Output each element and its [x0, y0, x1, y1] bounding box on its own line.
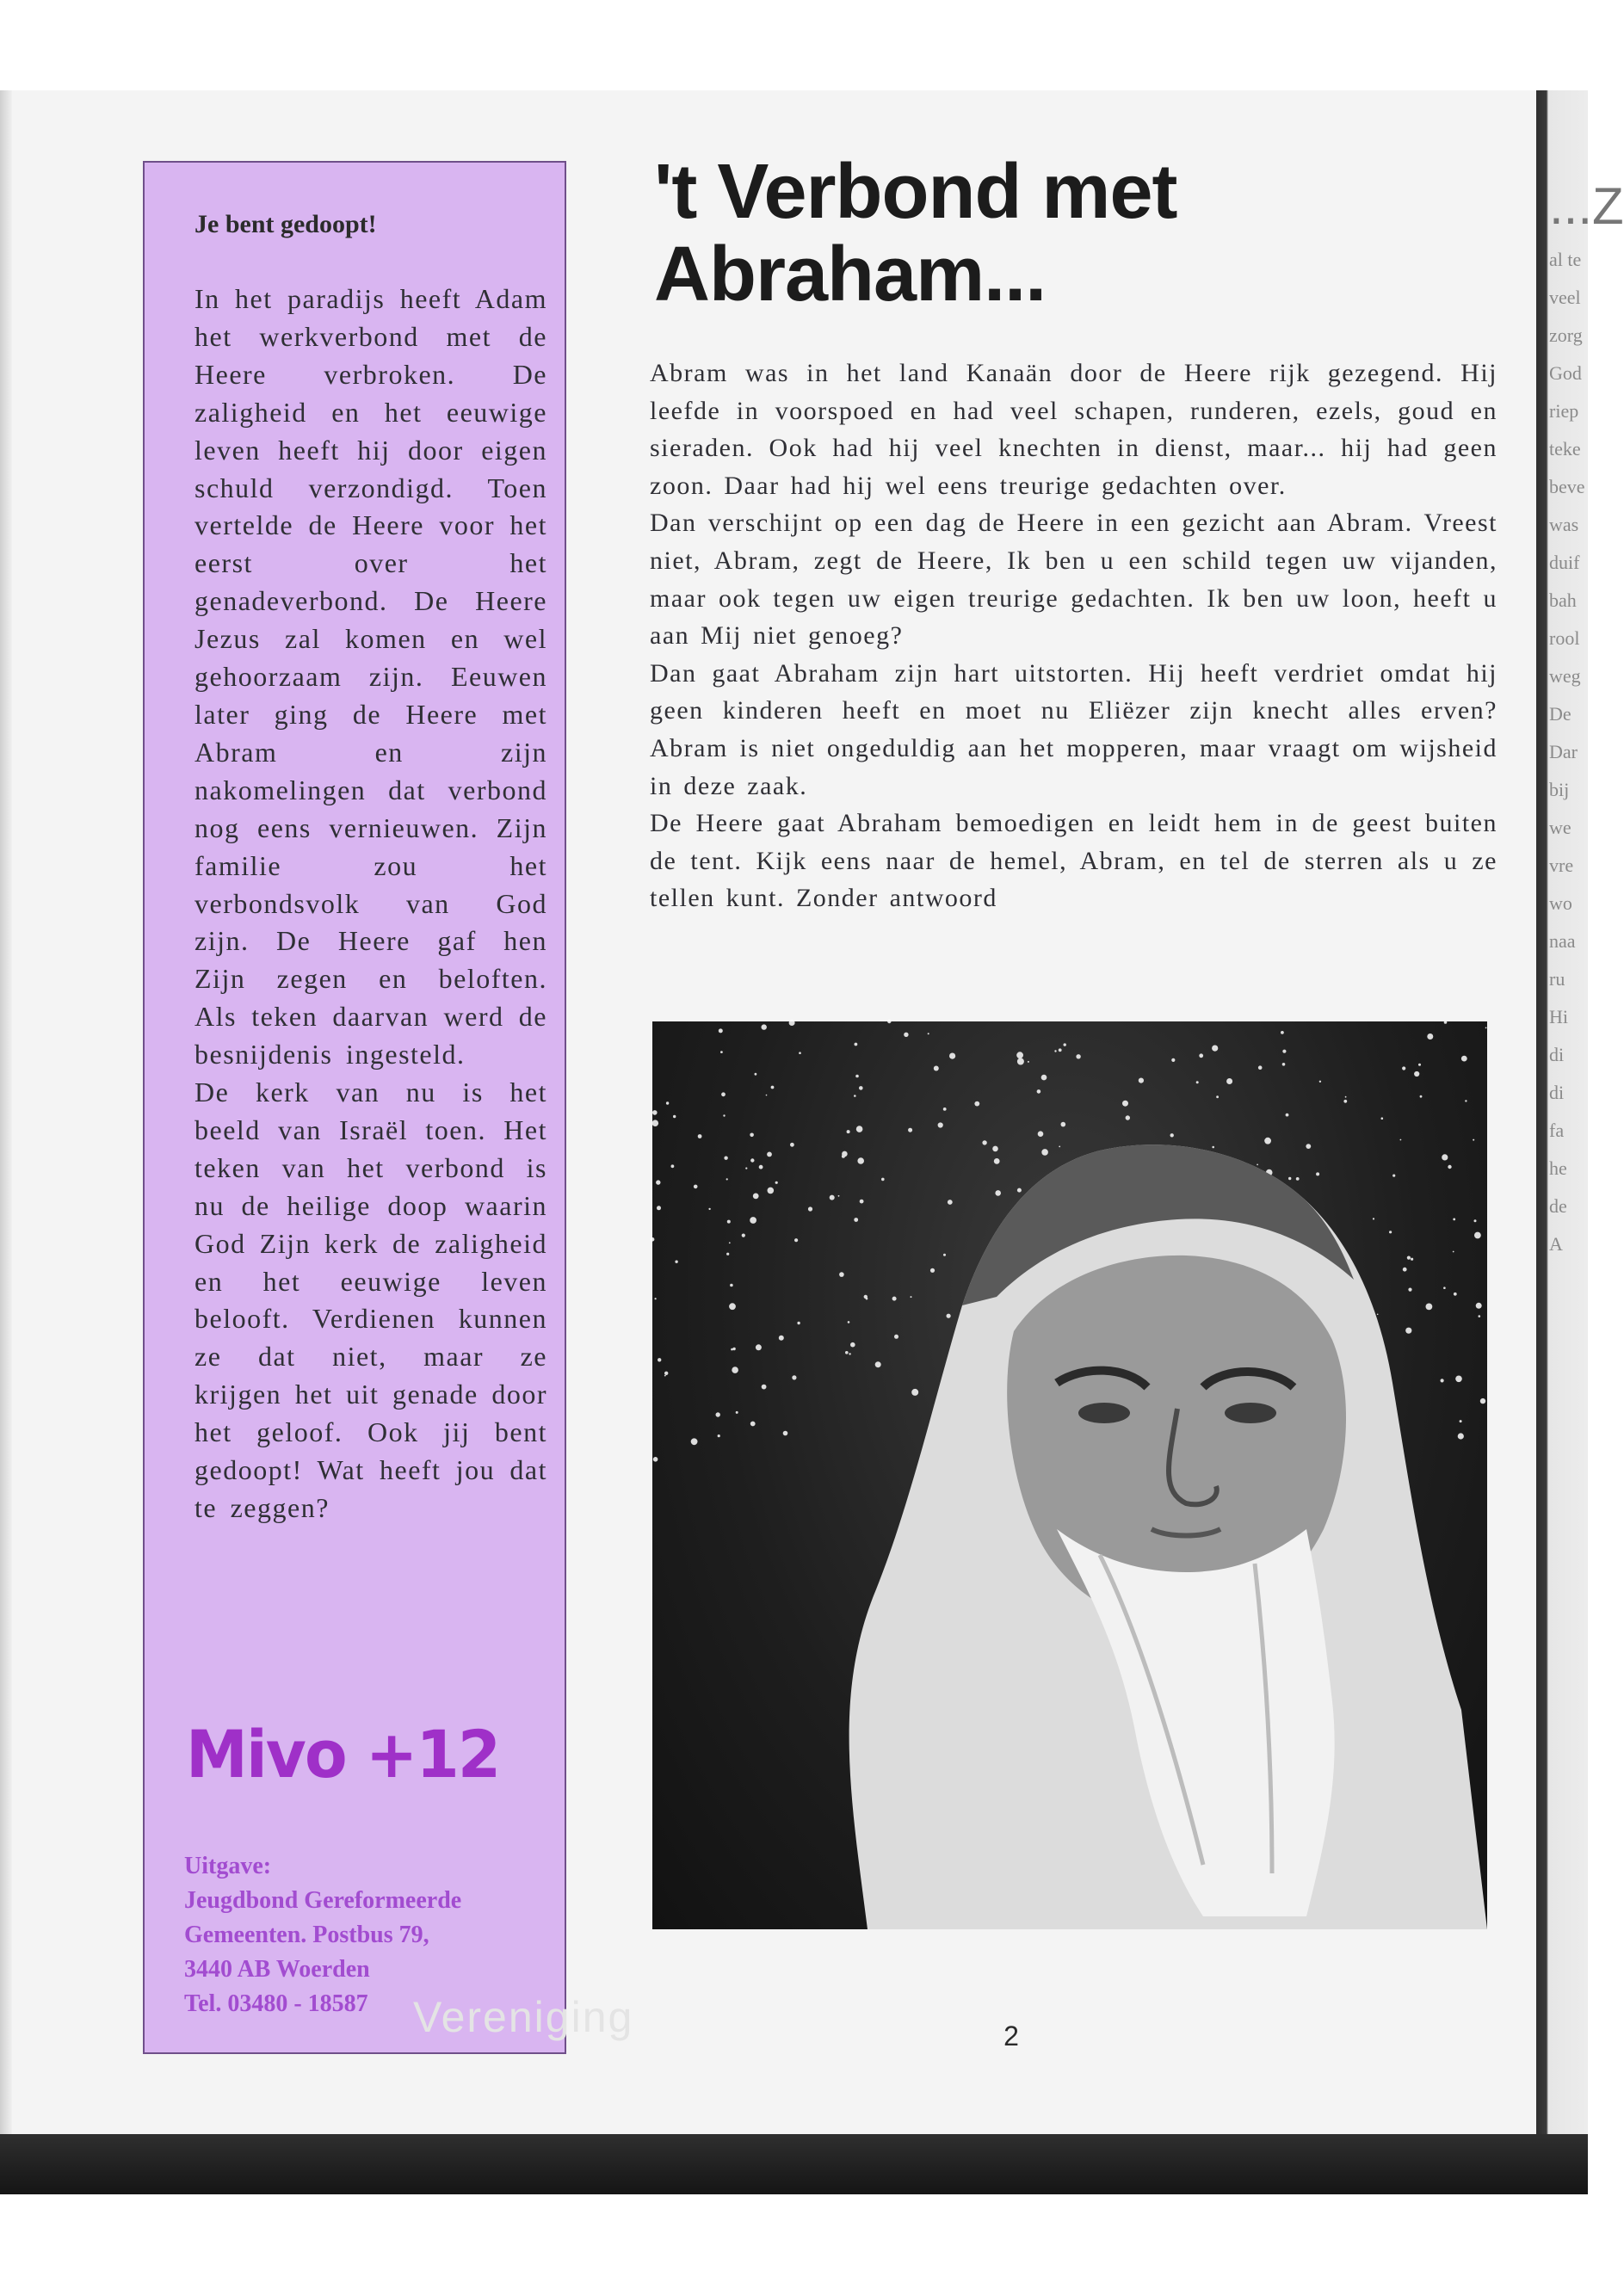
star: [894, 1335, 898, 1339]
star: [664, 1372, 668, 1375]
star: [1455, 1376, 1462, 1383]
star: [847, 1130, 850, 1133]
star: [1407, 1256, 1411, 1260]
star: [775, 1182, 778, 1184]
star: [1453, 1251, 1454, 1253]
star: [839, 1272, 844, 1277]
star: [992, 1146, 998, 1152]
star: [691, 1438, 698, 1445]
publisher-line: Tel. 03480 - 18587: [184, 1990, 368, 2017]
adjacent-page-heading: ...Z: [1549, 177, 1624, 235]
star: [664, 1375, 666, 1377]
star: [1480, 1398, 1485, 1404]
star: [716, 1412, 720, 1416]
adjacent-page-fragment: naa: [1549, 930, 1576, 952]
article-paragraph: Abram was in het land Kanaän door de Heere rijk gezegend. Hij leefde in voorspoed en had veel schapen, runderen, ezels, goud en sieraden. Ook had hij veel knechten in dienst, maar... hij had geen zoon. Daar had hij wel eens treurige gedachten over.: [650, 359, 1497, 500]
star: [860, 1200, 864, 1204]
star: [850, 1342, 855, 1348]
star: [762, 1024, 767, 1029]
star: [789, 1020, 795, 1026]
star: [1139, 1078, 1144, 1083]
star: [854, 1095, 856, 1097]
star: [842, 1155, 845, 1158]
adjacent-page-fragment: teke: [1549, 438, 1581, 460]
star: [1414, 1071, 1419, 1077]
star: [1288, 1177, 1291, 1180]
star: [1474, 1232, 1481, 1239]
star: [943, 1107, 947, 1111]
star: [911, 1296, 912, 1298]
star: [1402, 1066, 1405, 1070]
star: [730, 1284, 733, 1287]
star: [1257, 1164, 1258, 1166]
star: [1458, 1433, 1464, 1439]
sidebar-box: [143, 161, 566, 2054]
star: [1474, 1219, 1477, 1222]
star: [1282, 1050, 1286, 1053]
star: [1041, 1075, 1047, 1081]
abraham-drawing: [652, 1021, 1487, 1929]
star: [799, 1052, 801, 1054]
star: [675, 1261, 677, 1263]
star: [892, 1297, 897, 1301]
star: [756, 1344, 762, 1350]
star: [797, 1322, 800, 1324]
star: [729, 1303, 736, 1310]
star: [1316, 1172, 1319, 1175]
star: [849, 1353, 850, 1354]
star: [666, 1101, 669, 1104]
star: [653, 1457, 658, 1462]
star: [947, 1314, 951, 1318]
star: [934, 1066, 939, 1071]
star: [779, 1336, 784, 1341]
sidebar-heading: Je bent gedoopt!: [195, 210, 377, 238]
star: [1196, 1081, 1199, 1083]
star: [1460, 1420, 1462, 1422]
star: [881, 1178, 885, 1182]
star: [771, 1086, 775, 1089]
star: [736, 1411, 738, 1414]
star: [1212, 1146, 1214, 1149]
star: [857, 1157, 864, 1164]
publisher-line: Jeugdbond Gereformeerde: [184, 1887, 462, 1914]
star: [1037, 1089, 1041, 1094]
star: [1199, 1053, 1203, 1058]
star: [1170, 1133, 1174, 1137]
star: [657, 1206, 661, 1210]
star: [1226, 1078, 1232, 1084]
star: [753, 1194, 759, 1200]
star: [1054, 1050, 1056, 1052]
star: [655, 1298, 657, 1299]
star: [1017, 1188, 1022, 1193]
adjacent-page-fragment: de: [1549, 1195, 1567, 1217]
adjacent-page-fragment: al te: [1549, 249, 1582, 270]
star: [1059, 1048, 1062, 1052]
star: [1281, 1031, 1284, 1034]
adjacent-page-fragment: di: [1549, 1044, 1565, 1065]
star: [732, 1367, 738, 1373]
star: [1444, 1021, 1448, 1024]
star: [1061, 1122, 1066, 1127]
star: [1306, 1144, 1311, 1149]
star: [855, 1043, 858, 1046]
left-eye: [1078, 1403, 1130, 1423]
star: [718, 1434, 720, 1437]
adjacent-page-fragment: bij: [1549, 779, 1570, 800]
star: [1465, 1100, 1467, 1101]
star: [995, 1190, 1001, 1196]
star: [694, 1185, 698, 1189]
star: [1345, 1096, 1347, 1098]
star: [727, 1220, 731, 1224]
star: [1442, 1154, 1448, 1160]
star: [1282, 1063, 1286, 1066]
star: [745, 1168, 747, 1169]
star: [762, 1385, 767, 1390]
adjacent-page-fragment: vre: [1549, 855, 1574, 876]
scan-margin-bottom: [0, 2194, 1588, 2289]
star: [1479, 1315, 1481, 1317]
star: [1427, 1033, 1433, 1040]
adjacent-page-fragment: di: [1549, 1082, 1565, 1103]
adjacent-page-fragment: weg: [1549, 665, 1581, 687]
star: [1392, 1175, 1395, 1177]
star: [1453, 1219, 1455, 1221]
star: [1216, 1095, 1219, 1098]
star: [974, 1101, 979, 1107]
star: [750, 1133, 754, 1138]
star: [1377, 1314, 1379, 1316]
star: [723, 1114, 725, 1116]
star: [652, 1110, 658, 1115]
star: [1389, 1231, 1392, 1233]
star: [794, 1238, 798, 1242]
star: [1408, 1288, 1411, 1292]
star: [938, 1122, 943, 1127]
star: [887, 1020, 891, 1023]
star: [698, 1134, 702, 1138]
adjacent-page-fragment: fa: [1549, 1120, 1565, 1141]
star: [729, 1242, 731, 1243]
star: [719, 1028, 723, 1033]
star: [875, 1361, 881, 1367]
adjacent-page-fragment: veel: [1549, 287, 1581, 308]
star: [651, 1237, 655, 1242]
publisher-line: Gemeenten. Postbus 79,: [184, 1922, 429, 1948]
star: [1064, 1043, 1066, 1046]
star: [994, 1158, 1000, 1164]
star: [767, 1152, 772, 1157]
star: [1476, 1303, 1482, 1309]
article-title-line: Abraham...: [654, 231, 1047, 318]
star: [750, 1217, 756, 1224]
star: [859, 1086, 863, 1090]
star: [1373, 1218, 1374, 1219]
star: [1076, 1054, 1080, 1058]
adjacent-page-fragment: duif: [1549, 552, 1580, 573]
star: [854, 1218, 858, 1222]
star: [1461, 1056, 1467, 1062]
article-paragraph: De Heere gaat Abraham bemoedigen en leidt hem in de geest buiten de tent. Kijk eens naar de hemel, Abram, en tel de sterren als u ze tellen kunt. Zonder antwoord: [650, 809, 1497, 913]
adjacent-page-fragment: rool: [1549, 627, 1580, 649]
scan-margin-top: [0, 0, 1588, 90]
star: [1426, 1304, 1433, 1311]
star: [731, 1348, 733, 1351]
article-title: [654, 151, 1446, 316]
star: [856, 1126, 863, 1132]
mivo-logo: Mivo +12: [186, 1716, 500, 1792]
star: [1017, 1058, 1024, 1065]
star: [1473, 1139, 1474, 1141]
star: [982, 1140, 986, 1144]
star: [1411, 1258, 1413, 1261]
star: [830, 1195, 835, 1200]
star: [1059, 1146, 1060, 1148]
adjacent-page-fragment: God: [1549, 362, 1582, 384]
star: [658, 1358, 661, 1361]
sidebar-paragraph: De kerk van nu is het beeld van Israël toen. Het teken van het verbond is nu de heilige doop waarin God Zijn kerk de zaligheid en het eeuwige leven belooft. Verdienen kunnen ze dat niet, maar ze krijgen het uit genade door het geloof. Ook jij bent gedoopt! Wat heeft jou dat te zeggen?: [195, 1077, 547, 1523]
adjacent-page-fragment: he: [1549, 1157, 1567, 1179]
star: [1381, 1117, 1384, 1120]
star: [908, 1128, 912, 1132]
star: [1485, 1027, 1487, 1029]
star: [1028, 1061, 1029, 1063]
star: [1343, 1100, 1347, 1103]
star: [656, 1180, 660, 1184]
star: [1296, 1177, 1300, 1181]
star: [1420, 1095, 1423, 1098]
article-paragraph: Dan verschijnt op een dag de Heere in een gezicht aan Abram. Vreest niet, Abram, zegt de Heere, Ik ben u een schild tegen uw vijanden, maar ook tegen uw eigen treurige gedachten. Ik ben uw loon, heeft u aan Mij niet genoeg?: [650, 509, 1497, 651]
star: [1418, 1064, 1421, 1066]
star: [1286, 1114, 1289, 1117]
star: [671, 1164, 675, 1168]
adjacent-page-fragment: riep: [1549, 400, 1579, 422]
star: [759, 1165, 763, 1169]
adjacent-page-fragment: was: [1549, 514, 1579, 535]
scan-bottom-band: [0, 2134, 1588, 2194]
star: [848, 1321, 850, 1323]
star: [783, 1431, 788, 1436]
star: [1405, 1328, 1411, 1334]
right-eye: [1225, 1403, 1276, 1423]
article-title-line: 't Verbond met: [654, 149, 1177, 235]
star: [1212, 1046, 1218, 1052]
star: [943, 1254, 946, 1256]
star: [911, 1389, 918, 1396]
star: [1264, 1138, 1271, 1144]
article-paragraph: Dan gaat Abraham zijn hart uitstorten. Hij heeft verdriet omdat hij geen kinderen heeft en moet nu Eliëzer zijn knecht alles erven? Abram is niet ongeduldig aan het mopperen, maar vraagt om wijsheid in deze zaak.: [650, 658, 1497, 800]
star: [1441, 1379, 1444, 1382]
adjacent-page-fragment: beve: [1549, 476, 1585, 497]
star: [742, 1234, 745, 1237]
sidebar-paragraph: In het paradijs heeft Adam het werkverbond met de Heere verbroken. De zaligheid en het eeuwige leven heeft hij door eigen schuld verzondigd. Toen vertelde de Heere voor het eerst over het genadeverbond. De Heere Jezus zal komen en wel gehoorzaam zijn. Eeuwen later ging de Heere met Abram en zijn nakomelingen dat verbond nog eens vernieuwen. Zijn familie zou het verbondsvolk van God zijn. De Heere gaf hen Zijn zegen en beloften. Als teken daarvan werd de besnijdenis ingesteld.: [195, 283, 547, 1070]
star: [1016, 1052, 1023, 1058]
star: [1403, 1268, 1407, 1272]
star: [708, 1208, 710, 1210]
star: [855, 1075, 859, 1078]
star: [1454, 1293, 1457, 1296]
star: [768, 1188, 775, 1194]
page-number: 2: [1003, 2021, 1019, 2051]
star: [1319, 1081, 1321, 1083]
star: [866, 1298, 868, 1300]
adjacent-page-text: [1549, 172, 1624, 1420]
star: [1122, 1101, 1128, 1107]
star: [928, 1033, 929, 1034]
adjacent-page-fragment: wo: [1549, 892, 1572, 914]
star: [845, 1351, 849, 1354]
star: [673, 1115, 676, 1118]
star: [930, 1268, 935, 1273]
star: [652, 1120, 659, 1126]
star: [1448, 1165, 1451, 1169]
sidebar-body: [195, 281, 547, 1527]
star: [949, 1053, 955, 1059]
publisher-label: Uitgave:: [184, 1853, 272, 1879]
star: [721, 1092, 726, 1096]
star: [1443, 1286, 1446, 1289]
adjacent-page-fragment: Hi: [1549, 1006, 1568, 1027]
star: [1258, 1065, 1263, 1070]
adjacent-page-fragment: De: [1549, 703, 1572, 725]
star: [948, 1200, 953, 1205]
star: [904, 1033, 908, 1037]
star: [766, 1095, 768, 1096]
star: [808, 1206, 812, 1211]
star: [1126, 1115, 1130, 1120]
star: [726, 1253, 729, 1256]
star: [726, 1178, 728, 1180]
star: [1041, 1149, 1048, 1156]
star: [790, 1143, 794, 1147]
star: [724, 1157, 727, 1160]
bleed-through-text: Vereniging: [413, 1993, 634, 2041]
star: [838, 1195, 840, 1197]
star: [750, 1422, 756, 1427]
star: [732, 1348, 735, 1350]
star: [1038, 1131, 1044, 1137]
star: [1400, 1139, 1402, 1141]
star: [750, 1158, 754, 1162]
article-body: [650, 355, 1497, 917]
adjacent-page-fragment: bah: [1549, 589, 1577, 611]
adjacent-page-fragment: A: [1549, 1233, 1563, 1255]
star: [720, 1051, 723, 1053]
star: [792, 1375, 796, 1379]
adjacent-page-fragment: ru: [1549, 968, 1565, 990]
page-left-edge: [0, 90, 12, 2194]
abraham-illustration: [652, 1021, 1487, 1929]
adjacent-page-fragment: we: [1549, 817, 1572, 838]
star: [1171, 1058, 1175, 1062]
publisher-line: 3440 AB Woerden: [184, 1956, 370, 1983]
adjacent-page-fragment: zorg: [1549, 324, 1583, 346]
star: [755, 1073, 757, 1076]
adjacent-page-fragment: Dar: [1549, 741, 1578, 762]
